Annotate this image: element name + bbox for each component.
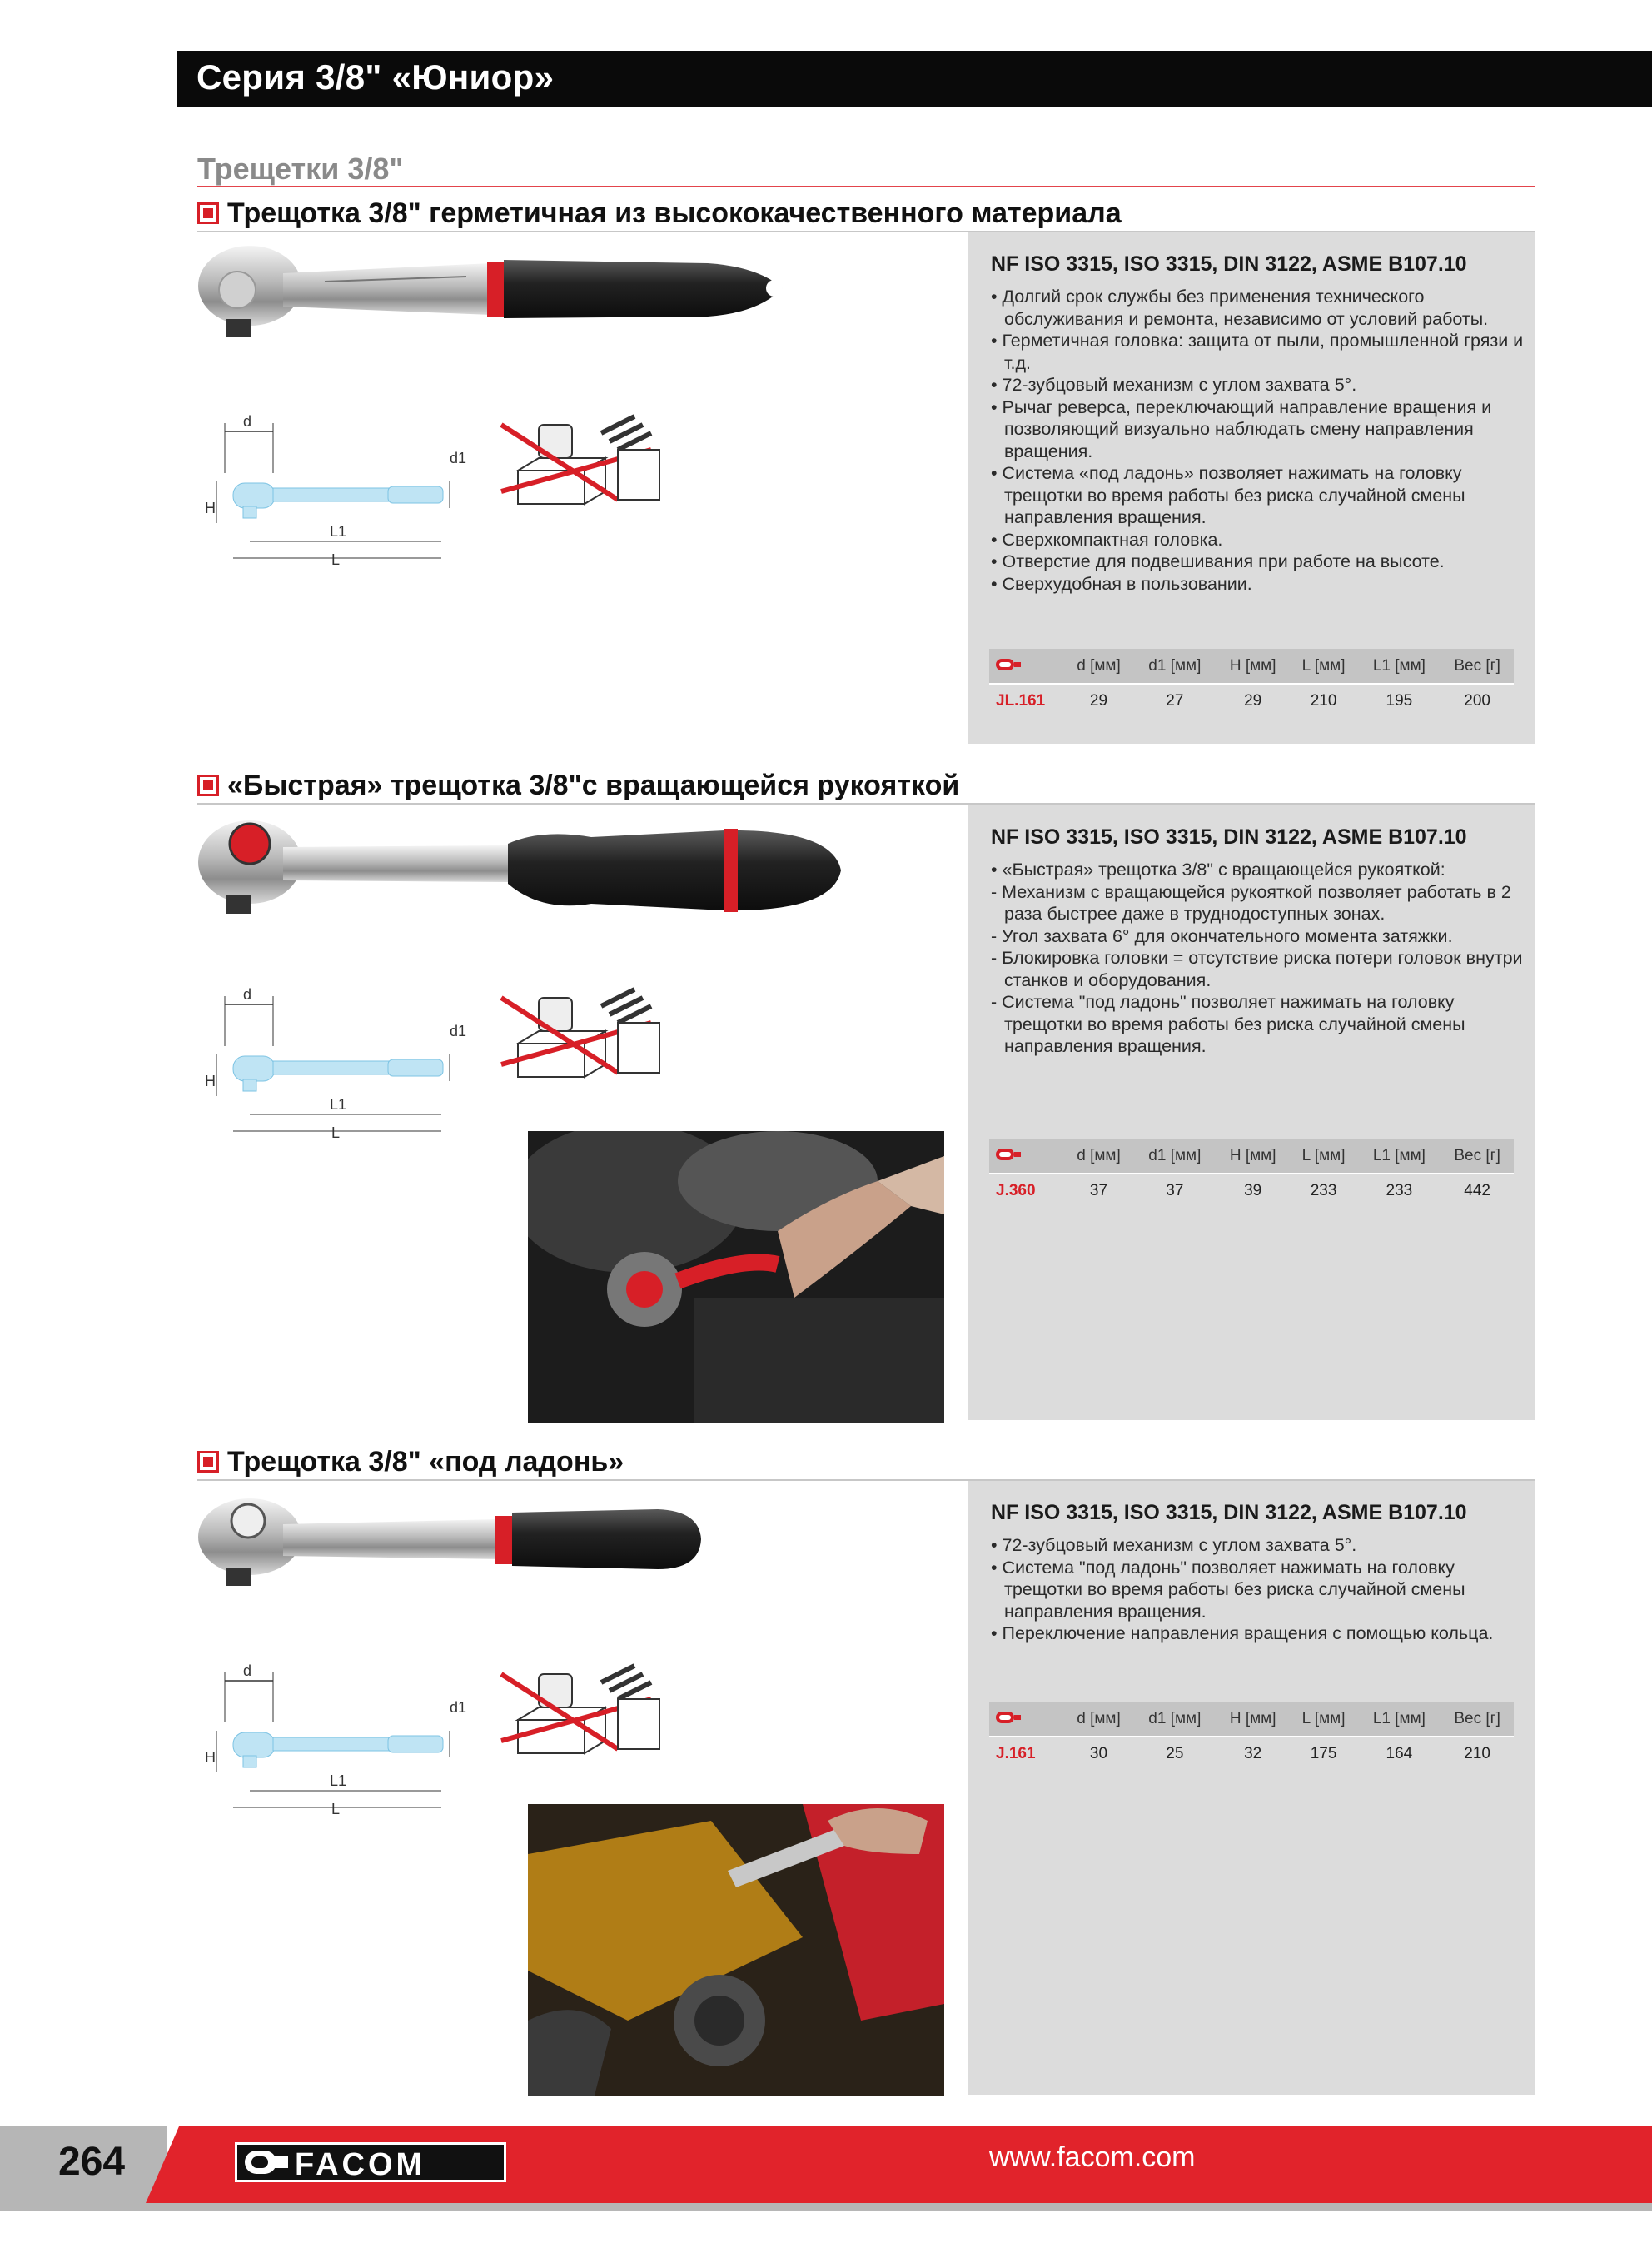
series-title: Серия 3/8" «Юниор» (197, 57, 555, 97)
spec-panel-1 (968, 232, 1535, 744)
cell-l: 233 (1310, 1181, 1337, 1199)
series-title-bar (177, 51, 1652, 107)
facom-logo (235, 2137, 506, 2187)
ratchet-palm-control-photo (192, 1491, 708, 1591)
label-l: L (331, 1801, 341, 1817)
product-title-row-1 (197, 197, 1535, 232)
standards-label: NF ISO 3315, ISO 3315, DIN 3122, ASME B107.10 (991, 1501, 1467, 1524)
feature-item: - Механизм с вращающейся рукояткой позволяет работать в 2 раза быстрее даже в труднодоступных зонах. (991, 881, 1511, 924)
cell-d1: 27 (1166, 691, 1184, 710)
feature-item: • 72-зубцовый механизм с углом захвата 5°. (991, 375, 1357, 395)
ratchet-sealed-photo (192, 240, 858, 348)
cell-l: 175 (1310, 1744, 1337, 1762)
features-list (991, 286, 1524, 595)
label-d1: d1 (450, 1699, 466, 1716)
standards-label: NF ISO 3315, ISO 3315, DIN 3122, ASME B107.10 (991, 252, 1467, 276)
product-ref: J.360 (996, 1181, 1036, 1199)
col-d: d [мм] (1064, 1139, 1133, 1174)
col-h: H [мм] (1217, 1139, 1290, 1174)
cell-h: 29 (1244, 691, 1262, 710)
dimension-diagram-1 (200, 415, 466, 573)
label-d: d (243, 988, 252, 1003)
dimension-diagram-2 (200, 988, 466, 1146)
feature-item: • Сверхкомпактная головка. (991, 529, 1223, 550)
label-l: L (331, 551, 341, 568)
cell-d1: 25 (1166, 1744, 1184, 1762)
feature-item: - Блокировка головки = отсутствие риска потери головок внутри станков и оборудования. (991, 948, 1523, 990)
table-row (989, 1174, 1514, 1207)
spec-table (989, 1139, 1514, 1207)
label-d1: d1 (450, 450, 466, 466)
footer-rule (0, 2203, 1652, 2211)
col-d1: d1 [мм] (1133, 1139, 1217, 1174)
product-title: Трещотка 3/8" «под ладонь» (227, 1446, 624, 1478)
label-l1: L1 (330, 1096, 347, 1113)
table-row (989, 1737, 1514, 1770)
section-divider (197, 186, 1535, 187)
product-title-row-3 (197, 1446, 1535, 1481)
spec-table (989, 1702, 1514, 1770)
col-weight: Вес [г] (1441, 649, 1514, 684)
product-title: «Быстрая» трещотка 3/8"с вращающейся рукояткой (227, 770, 960, 801)
spec-table (989, 649, 1514, 717)
feature-item: - Система "под ладонь" позволяет нажимать на головку трещотки во время работы без риска случайной смены направления вращения. (991, 992, 1465, 1056)
col-weight: Вес [г] (1441, 1702, 1514, 1737)
product-ref: JL.161 (996, 691, 1046, 710)
bullet-square-icon (197, 1451, 219, 1473)
cell-l1: 195 (1386, 691, 1413, 710)
no-hammer-warning-icon (493, 981, 668, 1106)
feature-item: • Долгий срок службы без применения технического обслуживания и ремонта, независимо от условий работы. (991, 287, 1489, 329)
spec-panel-3 (968, 1481, 1535, 2095)
feature-item: • Герметичная головка: защита от пыли, промышленной грязи и т.д. (991, 331, 1524, 373)
no-hammer-warning-icon (493, 408, 668, 533)
col-l1: L1 [мм] (1358, 649, 1441, 684)
no-hammer-warning-icon (493, 1657, 668, 1782)
feature-item: • «Быстрая» трещотка 3/8" с вращающейся рукояткой: (991, 860, 1446, 880)
product-title: Трещотка 3/8" герметичная из высококачественного материала (227, 197, 1122, 229)
cell-l1: 164 (1386, 1744, 1413, 1762)
label-h: H (205, 1749, 216, 1766)
bullet-square-icon (197, 775, 219, 796)
cell-d: 30 (1089, 1744, 1108, 1762)
section-title: Трещетки 3/8" (197, 152, 404, 186)
dimension-diagram-3 (200, 1664, 466, 1822)
cell-weight: 200 (1464, 691, 1490, 710)
facom-mini-logo-icon (989, 1139, 1064, 1174)
col-d1: d1 [мм] (1133, 649, 1217, 684)
machine-usage-photo (528, 1804, 944, 2096)
col-l: L [мм] (1290, 1702, 1358, 1737)
label-h: H (205, 500, 216, 516)
page-number: 264 (58, 2140, 126, 2184)
label-d: d (243, 415, 252, 430)
features-list (991, 859, 1524, 1058)
col-d: d [мм] (1064, 649, 1133, 684)
feature-item: • Рычаг реверса, переключающий направление вращения и позволяющий визуально наблюдать смену направления вращения. (991, 396, 1492, 461)
label-d1: d1 (450, 1023, 466, 1039)
col-l: L [мм] (1290, 1139, 1358, 1174)
engine-usage-photo (528, 1131, 944, 1423)
label-l1: L1 (330, 523, 347, 540)
cell-h: 32 (1244, 1744, 1262, 1762)
cell-weight: 210 (1464, 1744, 1490, 1762)
feature-item: • Переключение направления вращения с помощью кольца. (991, 1623, 1494, 1643)
col-d1: d1 [мм] (1133, 1702, 1217, 1737)
col-d: d [мм] (1064, 1702, 1133, 1737)
bullet-square-icon (197, 202, 219, 224)
feature-item: • Система «под ладонь» позволяет нажимать на головку трещотки во время работы без риска случайной смены направления вращения. (991, 463, 1465, 527)
col-h: H [мм] (1217, 649, 1290, 684)
col-l: L [мм] (1290, 649, 1358, 684)
feature-item: • Отверстие для подвешивания при работе на высоте. (991, 551, 1445, 571)
product-title-row-2 (197, 770, 1535, 805)
label-h: H (205, 1073, 216, 1089)
spec-panel-2 (968, 805, 1535, 1420)
cell-d: 29 (1089, 691, 1108, 710)
facom-mini-logo-icon (989, 1702, 1064, 1737)
feature-item: • Система "под ладонь" позволяет нажимать на головку трещотки во время работы без риска случайной смены направления вращения. (991, 1557, 1465, 1622)
feature-item: • Сверхудобная в пользовании. (991, 573, 1252, 594)
col-l1: L1 [мм] (1358, 1702, 1441, 1737)
cell-d: 37 (1089, 1181, 1108, 1199)
col-l1: L1 [мм] (1358, 1139, 1441, 1174)
feature-item: • 72-зубцовый механизм с углом захвата 5°. (991, 1535, 1357, 1555)
cell-h: 39 (1244, 1181, 1262, 1199)
facom-mini-logo-icon (989, 649, 1064, 684)
label-d: d (243, 1664, 252, 1679)
cell-l: 210 (1310, 691, 1337, 710)
col-weight: Вес [г] (1441, 1139, 1514, 1174)
ratchet-rotating-handle-photo (192, 812, 858, 937)
cell-weight: 442 (1464, 1181, 1490, 1199)
website-link[interactable]: www.facom.com (989, 2141, 1196, 2173)
label-l1: L1 (330, 1772, 347, 1789)
col-h: H [мм] (1217, 1702, 1290, 1737)
product-ref: J.161 (996, 1744, 1036, 1762)
brand-name: FACOM (295, 2147, 426, 2182)
feature-item: - Угол захвата 6° для окончательного момента затяжки. (991, 925, 1453, 946)
standards-label: NF ISO 3315, ISO 3315, DIN 3122, ASME B107.10 (991, 825, 1467, 849)
cell-d1: 37 (1166, 1181, 1184, 1199)
features-list (991, 1534, 1524, 1645)
table-row (989, 684, 1514, 717)
cell-l1: 233 (1386, 1181, 1413, 1199)
label-l: L (331, 1124, 341, 1141)
